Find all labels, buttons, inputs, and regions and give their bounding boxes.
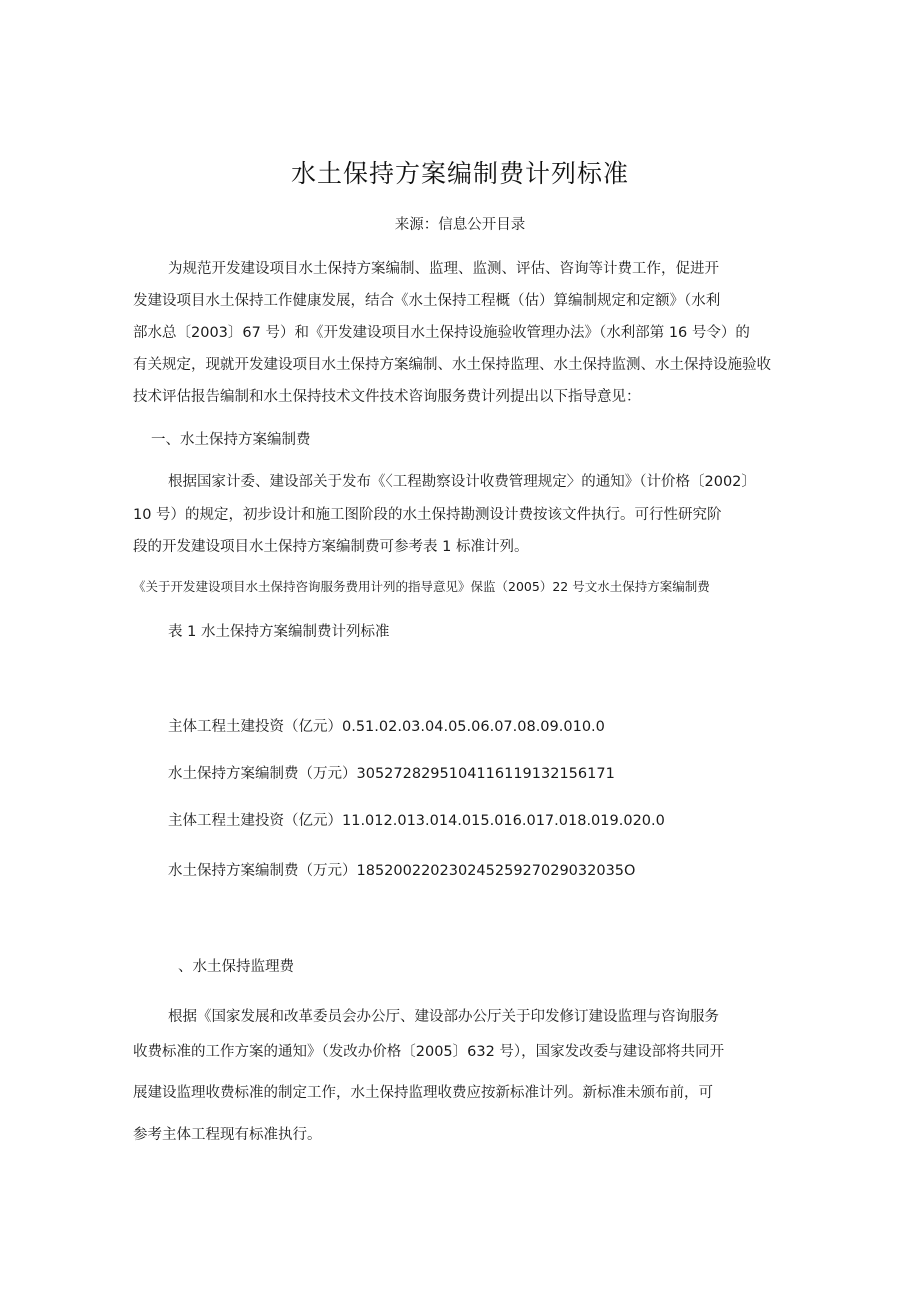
section-heading: 一、水土保持方案编制费	[151, 432, 311, 448]
paragraph-line: 根据国家计委、建设部关于发布《〈工程勘察设计收费管理规定〉的通知》（计价格〔2002〕	[168, 474, 756, 490]
intro-line: 技术评估报告编制和水土保持技术文件技术咨询服务费计列提出以下指导意见：	[133, 389, 641, 405]
intro-line: 发建设项目水土保持工作健康发展，结合《水土保持工程概（估）算编制规定和定额》（水利	[133, 293, 721, 309]
paragraph-line: 收费标准的工作方案的通知》（发改办价格〔2005〕632 号），国家发改委与建设部将共同开	[133, 1044, 725, 1060]
section-heading: 、水土保持监理费	[178, 959, 294, 975]
intro-line: 部水总〔2003〕67 号）和《开发建设项目水土保持设施验收管理办法》（水利部第 16 号令）的	[133, 325, 750, 341]
paragraph-line: 参考主体工程现有标准执行。	[133, 1127, 322, 1143]
document-title: 水土保持方案编制费计列标准	[290, 159, 629, 188]
paragraph-line: 10 号）的规定，初步设计和施工图阶段的水土保持勘测设计费按该文件执行。可行性研究阶	[133, 507, 722, 523]
intro-line: 为规范开发建设项目水土保持方案编制、监理、监测、评估、咨询等计费工作，促进开	[168, 261, 719, 277]
paragraph-line: 根据《国家发展和改革委员会办公厅、建设部办公厅关于印发修订建设监理与咨询服务	[168, 1009, 719, 1025]
reference-note: 《关于开发建设项目水土保持咨询服务费用计列的指导意见》保监（2005）22 号文水土保持方案编制费	[133, 579, 710, 594]
intro-line: 有关规定，现就开发建设项目水土保持方案编制、水土保持监理、水土保持监测、水土保持设施验收	[133, 357, 771, 373]
table-row: 水土保持方案编制费（万元）3052728295104116119132156171	[168, 766, 615, 782]
paragraph-line: 段的开发建设项目水土保持方案编制费可参考表 1 标准计列。	[133, 539, 529, 555]
table-row: 主体工程土建投资（亿元）11.012.013.014.015.016.017.018.019.020.0	[168, 813, 665, 829]
document-source: 来源：信息公开目录	[394, 217, 526, 233]
table-row: 水土保持方案编制费（万元）18520022023024525927029032035O	[168, 863, 636, 879]
table-caption: 表 1 水土保持方案编制费计列标准	[168, 624, 390, 640]
paragraph-line: 展建设监理收费标准的制定工作，水土保持监理收费应按新标准计列。新标准未颁布前，可	[133, 1085, 713, 1101]
table-row: 主体工程土建投资（亿元）0.51.02.03.04.05.06.07.08.09.010.0	[168, 719, 605, 735]
